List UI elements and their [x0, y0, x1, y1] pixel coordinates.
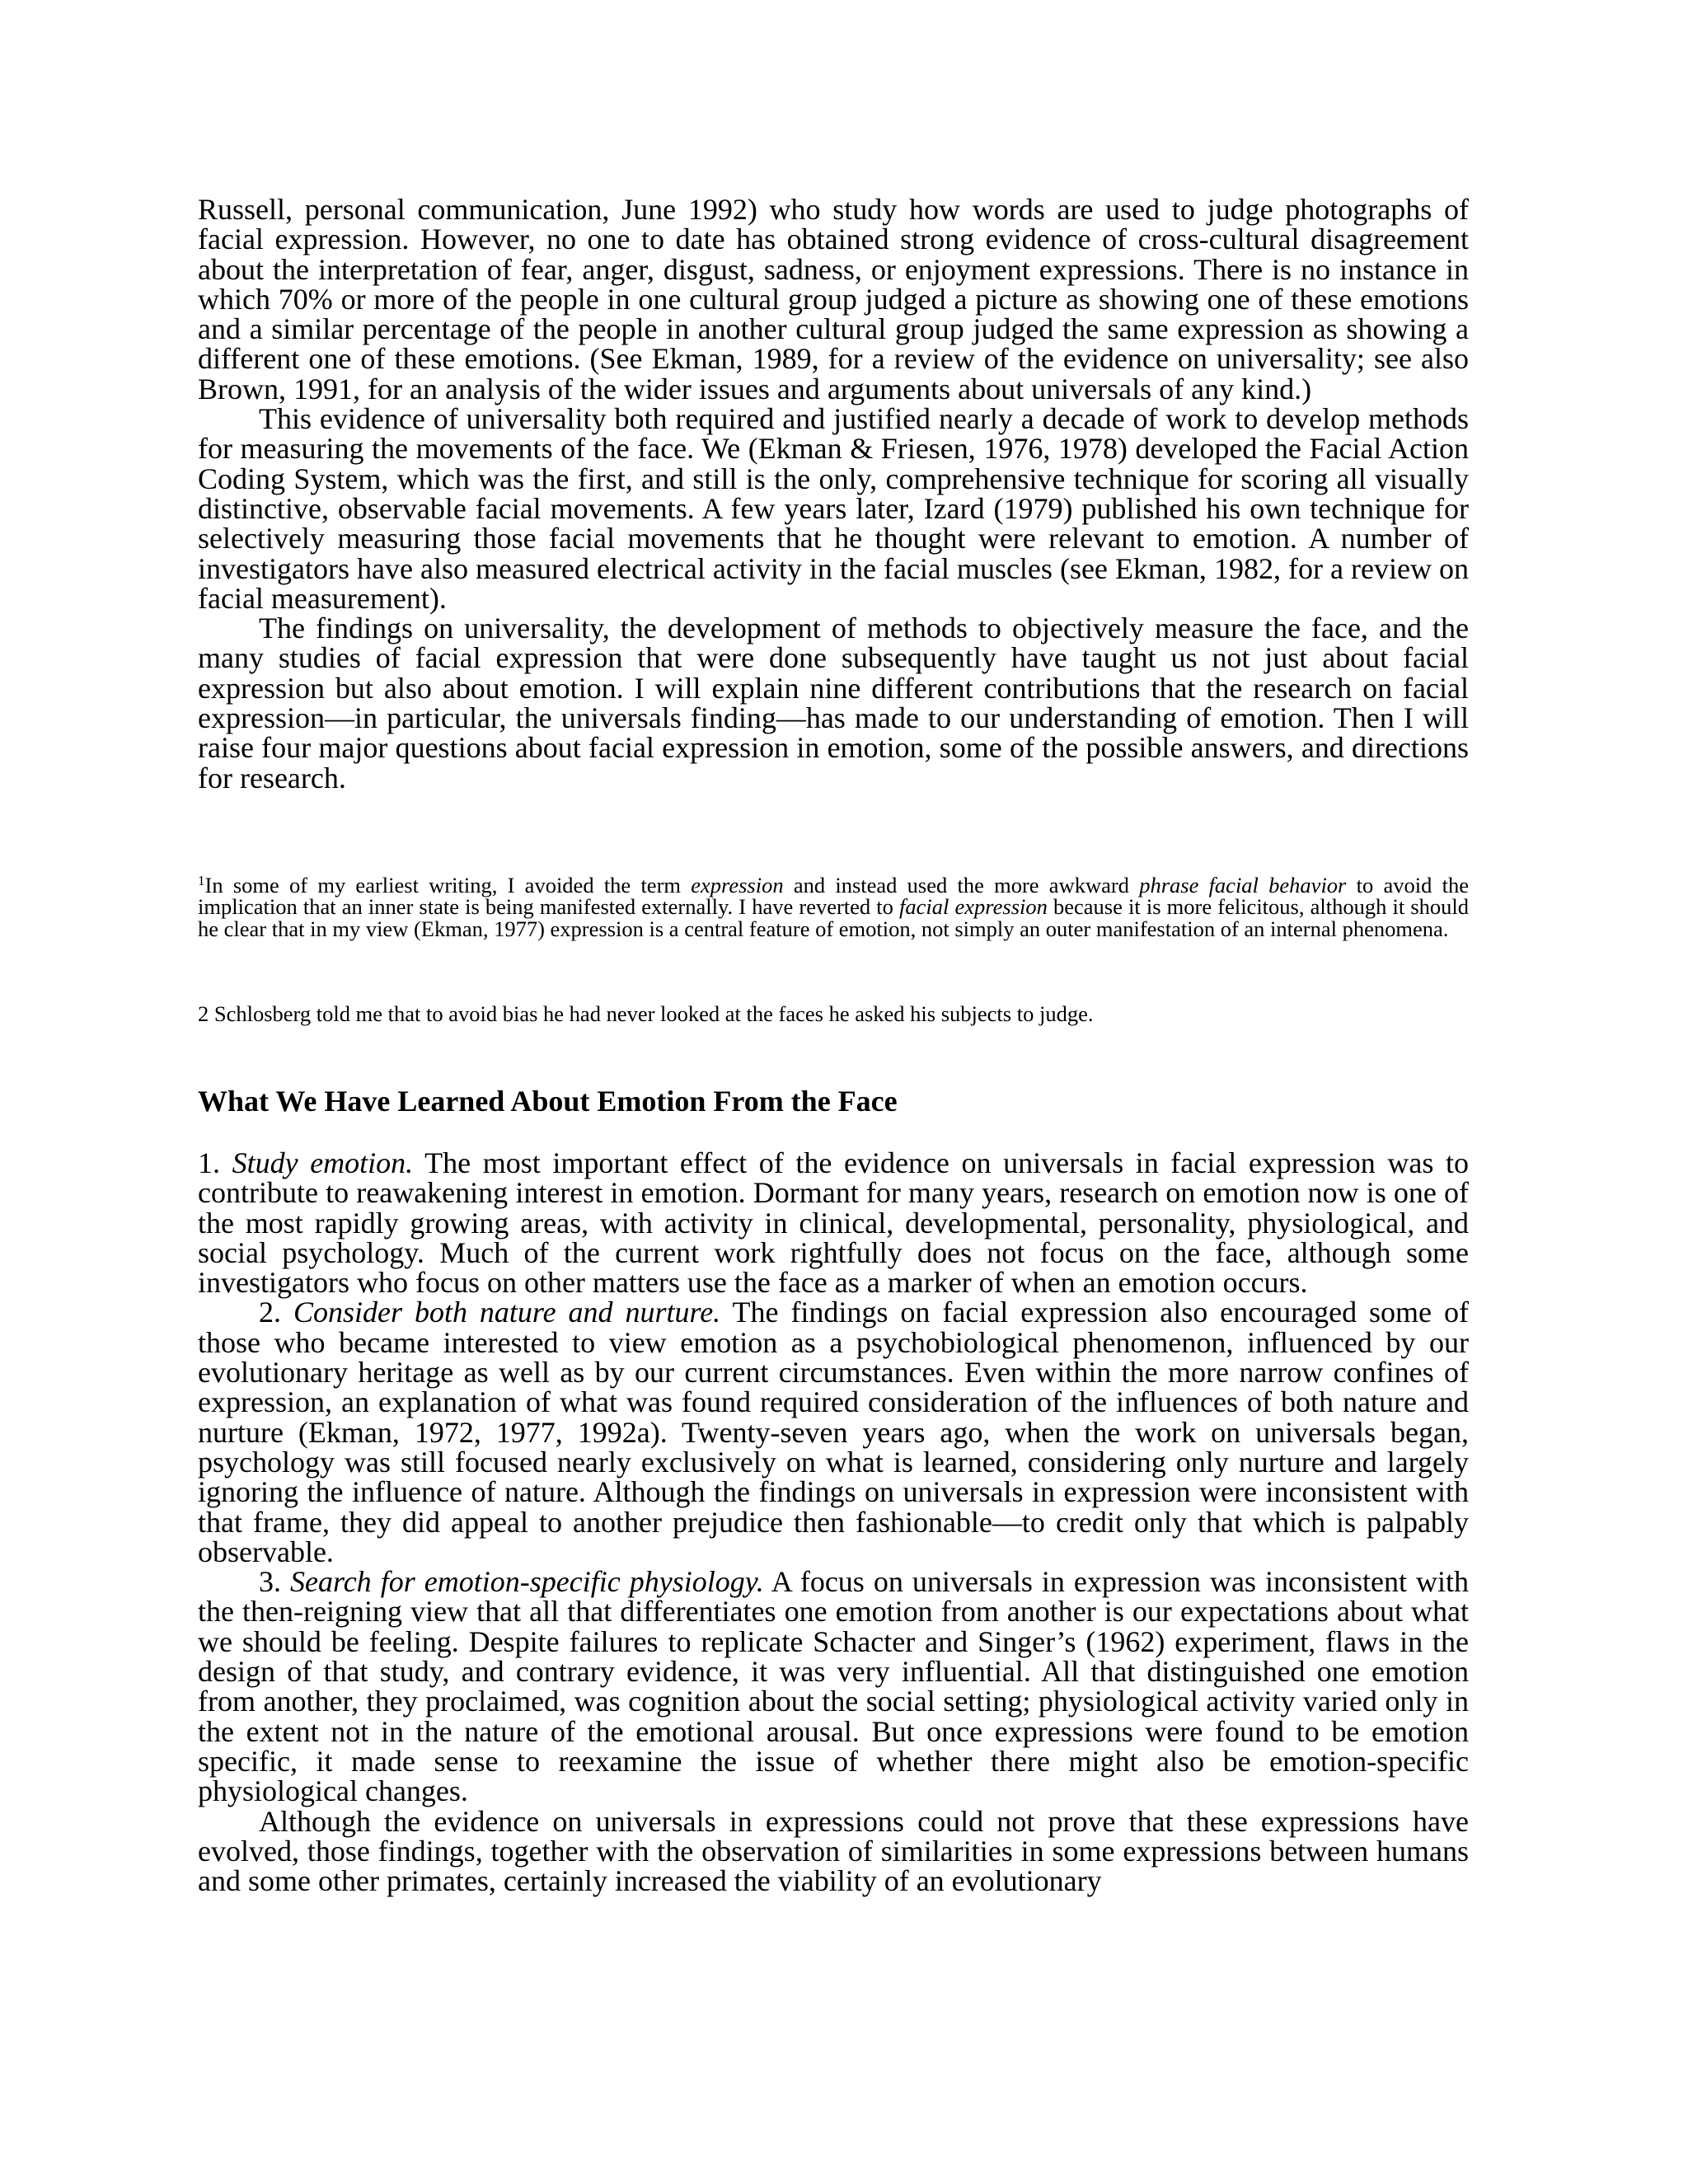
item-1-text: The most important effect of the evidence on universals in facial expression was to contribute to reawakening interest in emotion. Dormant for many years, research on emotion now is one of the most rapidly growing areas, with activity in clinical, developmental, personality, physiological, and social psychology. Much of the current work rightfully does not focus on the face, although some investigators who focus on other matters use the face as a marker of when an emotion occurs.	[198, 1146, 1469, 1300]
paragraph-universality-evidence: Russell, personal communication, June 1992) who study how words are used to judge photographs of facial expression. However, no one to date has obtained strong evidence of cross-cultural disagreement about the interpretation of fear, anger, disgust, sadness, or enjoyment expressions. There is no instance in which 70% or more of the people in one cultural group judged a picture as showing one of these emotions and a similar percentage of the people in another cultural group judged the same expression as showing a different one of these emotions. (See Ekman, 1989, for a review of the evidence on universality; see also Brown, 1991, for an analysis of the wider issues and arguments about universals of any kind.)	[198, 193, 1469, 405]
item-1-number: 1.	[198, 1146, 220, 1179]
footnote-1-term-facial-behavior: phrase facial behavior	[1139, 873, 1347, 898]
item-3-text: A focus on universals in expression was inconsistent with the then-reigning view that all that differentiates one emotion from another is our expectations about what we should be feeling. Despite failures to replicate Schacter and Singer’s (1962) experiment, flaws in the design of that study, and contrary evidence, it was very influential. All that distinguished one emotion from another, they proclaimed, was cognition about the social setting; physiological activity varied only in the extent not in the nature of the emotional arousal. But once expressions were found to be emotion specific, it made sense to reexamine the issue of whether there might also be emotion-specific physiological changes.	[198, 1565, 1469, 1808]
item-2-title: Consider both nature and nurture.	[293, 1296, 721, 1329]
footnote-1	[198, 874, 1469, 940]
item-3-number: 3.	[259, 1565, 281, 1599]
footnote-1-text-b: and instead used the more awkward	[783, 873, 1140, 898]
item-2-text: The findings on facial expression also encouraged some of those who became interested to view emotion as a psychobiological phenomenon, influenced by our evolutionary heritage as well as by our current circumstances. Even within the more narrow confines of expression, an explanation of what was found required consideration of the influences of both nature and nurture (Ekman, 1972, 1977, 1992a). Twenty-seven years ago, when the work on universals began, psychology was still focused nearly exclusively on what is learned, considering only nurture and largely ignoring the influence of nature. Although the findings on universals in expression were inconsistent with that frame, they did appeal to another prejudice then fashionable—to credit only that which is palpably observable.	[198, 1296, 1469, 1568]
footnote-1-text-c: to avoid the implication that an inner state is being manifested externally. I have reverted to	[198, 873, 1469, 920]
footnote-1-term-facial-expression: facial expression	[899, 894, 1048, 920]
body-block-top	[198, 194, 1469, 793]
footnote-1-text-d: because it is more felicitous, although it should he clear that in my view (Ekman, 1977) expression is a central feature of emotion, not simply an outer manifestation of an internal phenomena.	[198, 894, 1469, 941]
footnote-2: 2 Schlosberg told me that to avoid bias he had never looked at the faces he asked his subjects to judge.	[198, 1001, 1094, 1026]
item-1-title: Study emotion.	[232, 1146, 414, 1179]
body-block-section	[198, 1148, 1469, 1896]
footnote-1-marker: 1	[198, 873, 205, 888]
item-study-emotion	[198, 1146, 1469, 1300]
item-nature-nurture	[198, 1297, 1469, 1567]
paragraph-evolutionary-viability: Although the evidence on universals in expressions could not prove that these expressions have evolved, those findings, together with the observation of similarities in some expressions between humans and some other primates, certainly increased the viability of an evolutionary	[198, 1804, 1469, 1898]
footnote-1-term-expression: expression	[691, 873, 784, 898]
paragraph-measurement-methods: This evidence of universality both required and justified nearly a decade of work to develop methods for measuring the movements of the face. We (Ekman & Friesen, 1976, 1978) developed the Facial Action Coding System, which was the first, and still is the only, comprehensive technique for scoring all visually distinctive, observable facial movements. A few years later, Izard (1979) published his own technique for selectively measuring those facial movements that he thought were relevant to emotion. A number of investigators have also measured electrical activity in the facial muscles (see Ekman, 1982, for a review on facial measurement).	[198, 402, 1469, 615]
paragraph-contributions-overview: The findings on universality, the development of methods to objectively measure the face, and the many studies of facial expression that were done subsequently have taught us not just about facial expression but also about emotion. I will explain nine different contributions that the research on facial expression—in particular, the universals finding—has made to our understanding of emotion. Then I will raise four major questions about facial expression in emotion, some of the possible answers, and directions for research.	[198, 612, 1469, 794]
item-emotion-physiology	[198, 1567, 1469, 1806]
item-2-number: 2.	[259, 1296, 281, 1329]
footnote-1-text-a: In some of my earliest writing, I avoided the term	[204, 873, 692, 898]
item-3-title: Search for emotion-specific physiology.	[290, 1565, 764, 1599]
section-heading: What We Have Learned About Emotion From the Face	[198, 1085, 898, 1118]
